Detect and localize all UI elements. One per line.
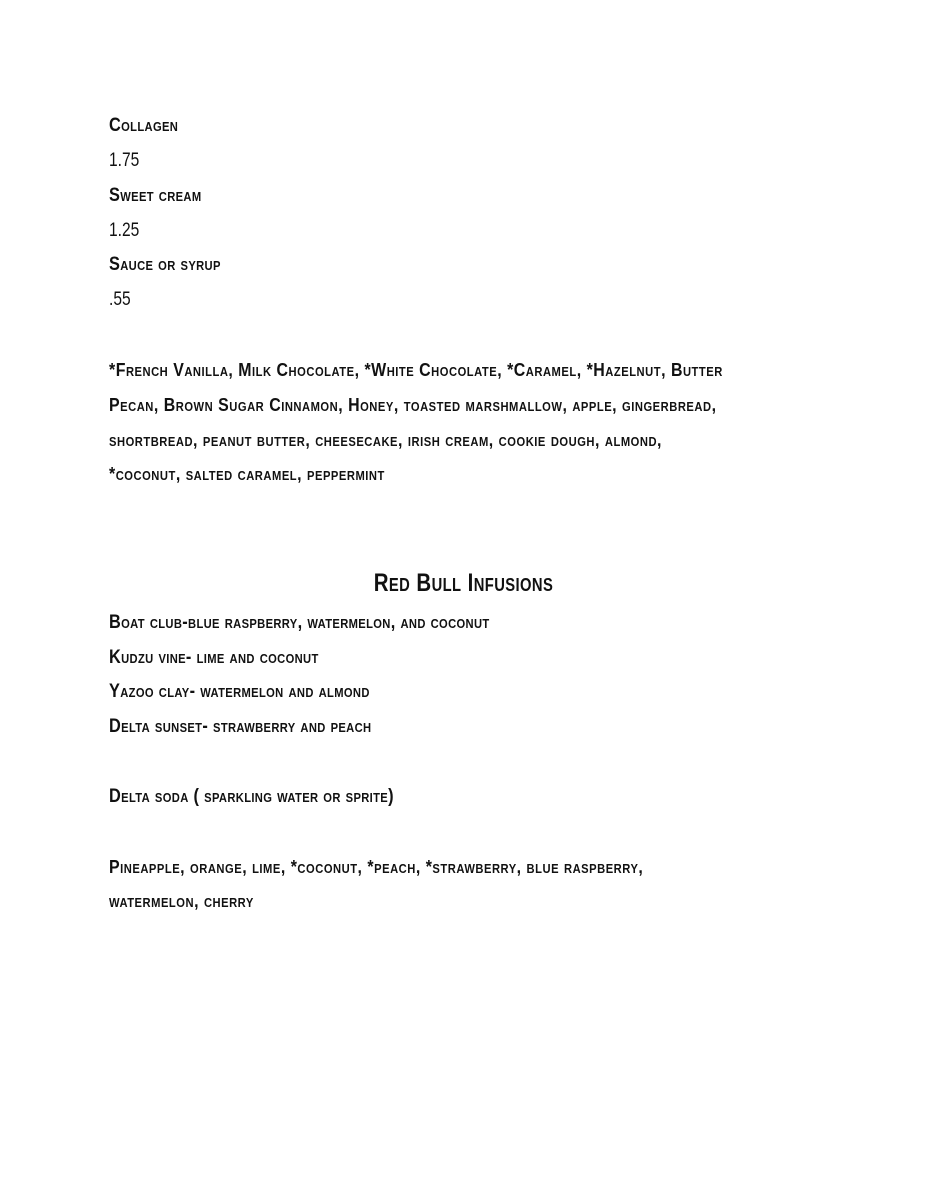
red-bull-item-yazoo-clay: Yazoo clay- watermelon and almond (109, 681, 370, 702)
delta-soda-title: Delta soda ( sparkling water or sprite) (109, 786, 394, 807)
delta-soda-flavors-line: watermelon, cherry (109, 890, 254, 911)
red-bull-infusions-heading (0, 568, 927, 598)
red-bull-item-boat-club: Boat club-blue raspberry, watermelon, and coconut (109, 612, 490, 633)
sauce-flavors-line: Pecan, Brown Sugar Cinnamon, Honey, toasted marshmallow, apple, gingerbread, (109, 394, 717, 415)
red-bull-infusions-title: Red Bull Infusions (373, 569, 554, 597)
addon-sweet-cream-name: Sweet cream (109, 185, 202, 206)
addon-sauce-syrup-price: .55 (109, 289, 131, 310)
addon-collagen-price: 1.75 (109, 150, 140, 171)
sauce-flavors-line: *coconut, salted caramel, peppermint (109, 463, 385, 484)
sauce-flavors-line: *French Vanilla, Milk Chocolate, *White Chocolate, *Caramel, *Hazelnut, Butter (109, 359, 723, 380)
addon-collagen-name: Collagen (109, 115, 179, 136)
addon-sweet-cream-price: 1.25 (109, 220, 140, 241)
delta-soda-flavors-line: Pineapple, orange, lime, *coconut, *peach, *strawberry, blue raspberry, (109, 856, 644, 877)
red-bull-item-delta-sunset: Delta sunset- strawberry and peach (109, 716, 372, 737)
addon-sauce-syrup-name: Sauce or syrup (109, 254, 221, 275)
red-bull-item-kudzu-vine: Kudzu vine- lime and coconut (109, 647, 319, 668)
sauce-flavors-line: shortbread, peanut butter, cheesecake, irish cream, cookie dough, almond, (109, 429, 662, 450)
